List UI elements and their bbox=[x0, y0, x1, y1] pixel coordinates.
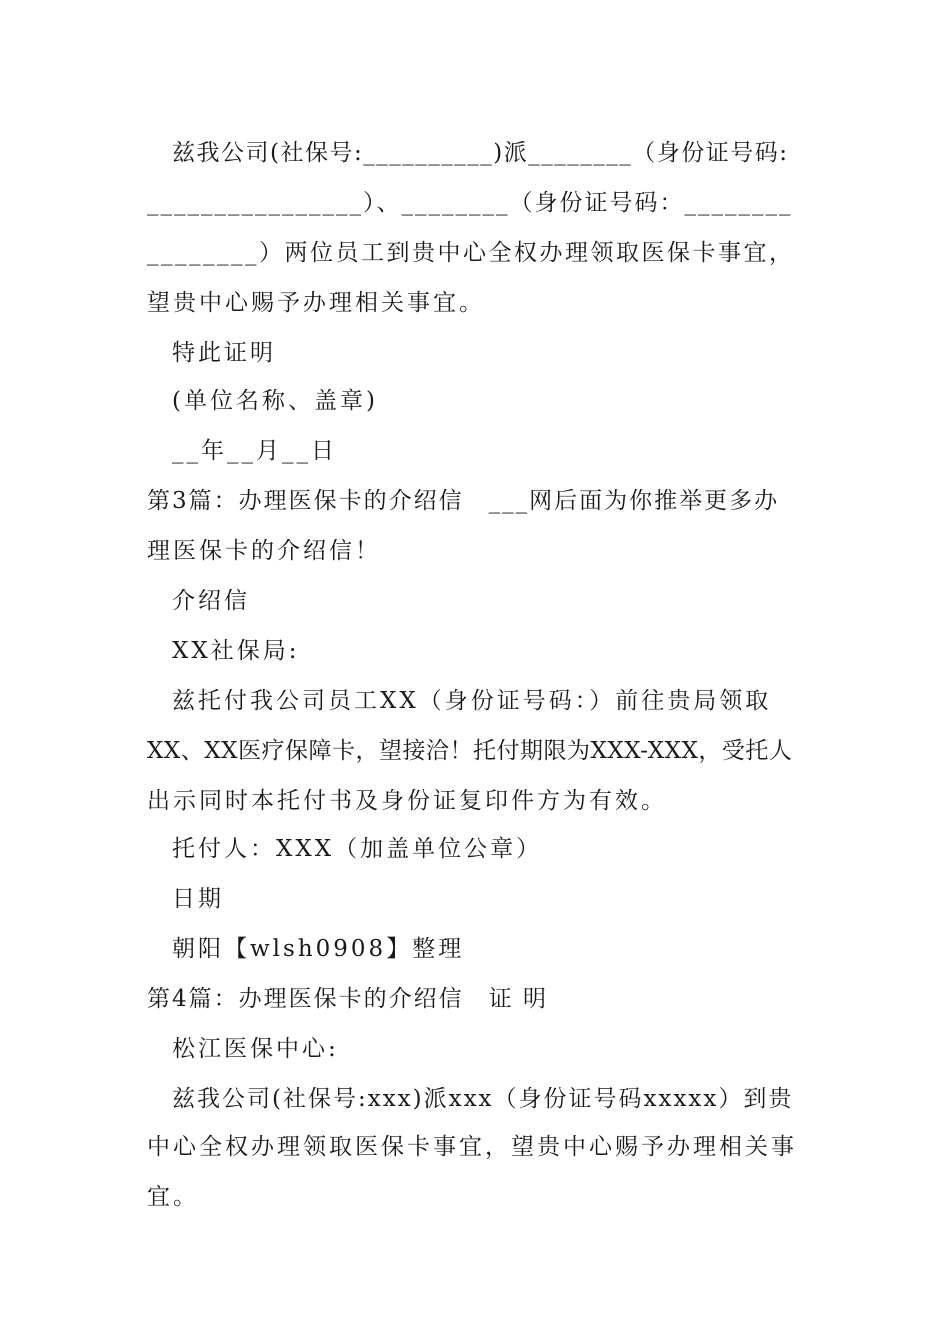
paragraph-line: 理医保卡的介绍信！ bbox=[147, 538, 381, 564]
paragraph-line: 望贵中心赐予办理相关事宜。 bbox=[147, 290, 485, 316]
date-placeholder: __年__月__日 bbox=[172, 438, 337, 464]
recipient: XX社保局: bbox=[172, 638, 300, 664]
paragraph-line: 出示同时本托付书及身份证复印件方为有效。 bbox=[147, 788, 667, 814]
paragraph-line: 兹我公司(社保号:xxx)派xxx（身份证号码xxxxx）到贵 bbox=[172, 1086, 794, 1112]
section-heading: 第3篇：办理医保卡的介绍信 ___网后面为你推举更多办 bbox=[147, 488, 780, 514]
section-heading: 第4篇：办理医保卡的介绍信 证 明 bbox=[147, 986, 548, 1012]
paragraph-line: ________________）、________（身份证号码：________ bbox=[147, 190, 793, 216]
signer: 托付人：XXX（加盖单位公章） bbox=[172, 836, 543, 862]
signature-placeholder: (单位名称、盖章) bbox=[172, 388, 378, 414]
paragraph-line: XX、XX医疗保障卡，望接洽！托付期限为XXX-XXX，受托人 bbox=[147, 738, 793, 764]
paragraph-line: ________）两位员工到贵中心全权办理领取医保卡事宜， bbox=[147, 240, 795, 266]
date-label: 日期 bbox=[172, 886, 224, 912]
paragraph-line: 中心全权办理领取医保卡事宜，望贵中心赐予办理相关事 bbox=[147, 1134, 797, 1160]
paragraph-line: 宜。 bbox=[147, 1184, 199, 1210]
recipient: 松江医保中心: bbox=[172, 1036, 339, 1062]
credit-line: 朝阳【wlsh0908】整理 bbox=[172, 936, 465, 962]
paragraph-line: 兹托付我公司员工XX（身份证号码：）前往贵局领取 bbox=[172, 688, 772, 714]
paragraph-line: 兹我公司(社保号:__________)派________（身份证号码: bbox=[172, 140, 789, 166]
letter-title: 介绍信 bbox=[172, 588, 250, 614]
closing-text: 特此证明 bbox=[172, 340, 276, 366]
